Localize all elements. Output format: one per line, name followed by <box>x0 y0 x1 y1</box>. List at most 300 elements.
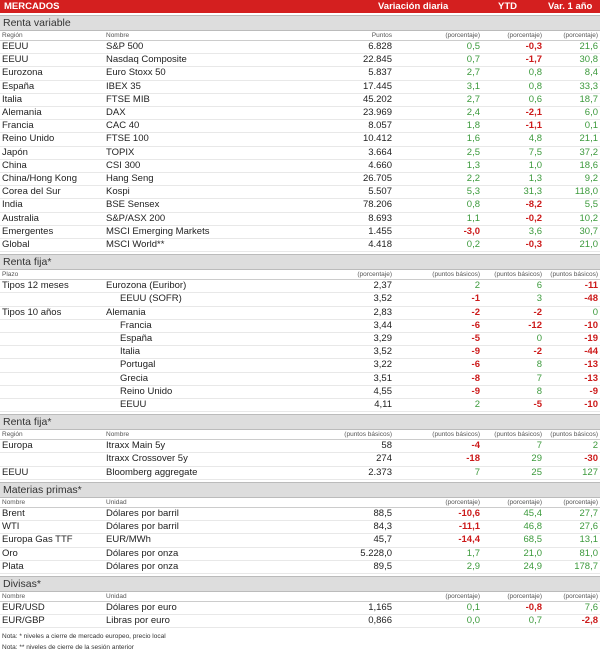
row-value: 5.837 <box>246 67 394 80</box>
table-row <box>0 133 600 146</box>
table-row <box>0 466 600 479</box>
row-label: Italia <box>0 93 104 106</box>
column-header <box>246 498 394 508</box>
row-name: MSCI World** <box>104 239 246 252</box>
row-value: -13 <box>544 372 600 385</box>
row-value: 23.969 <box>246 107 394 120</box>
row-value: 9,2 <box>544 173 600 186</box>
table-row <box>0 333 600 346</box>
row-value: 21,0 <box>482 547 544 560</box>
row-value: 0 <box>482 333 544 346</box>
column-header-row <box>0 430 600 440</box>
row-label: China <box>0 159 104 172</box>
column-header: Nombre <box>0 592 104 602</box>
row-value: 0,1 <box>544 120 600 133</box>
row-value: 2,4 <box>394 107 482 120</box>
row-label: Brent <box>0 507 104 520</box>
row-name: IBEX 35 <box>104 80 246 93</box>
section-title: Renta variable <box>0 15 600 31</box>
row-value: 0,0 <box>394 615 482 628</box>
row-value: 45.202 <box>246 93 394 106</box>
table-row <box>0 93 600 106</box>
row-label: Emergentes <box>0 225 104 238</box>
column-header: (puntos básicos) <box>246 430 394 440</box>
row-value: 0,6 <box>482 93 544 106</box>
row-value: 2,37 <box>246 280 394 293</box>
row-value: 3,51 <box>246 372 394 385</box>
row-label: Global <box>0 239 104 252</box>
row-value: -2 <box>482 346 544 359</box>
row-value: 2,2 <box>394 173 482 186</box>
row-value: 4,8 <box>482 133 544 146</box>
section-title: Renta fija* <box>0 254 600 270</box>
column-header: (puntos básicos) <box>482 270 544 280</box>
section-table <box>0 498 600 574</box>
row-value: 4.418 <box>246 239 394 252</box>
row-value: 0,866 <box>246 615 394 628</box>
row-value: -4 <box>394 440 482 453</box>
row-value: 88,5 <box>246 507 394 520</box>
row-label: Plata <box>0 560 104 573</box>
row-value: -5 <box>394 333 482 346</box>
row-value: -9 <box>394 346 482 359</box>
row-label <box>0 293 104 306</box>
header-daily: Variación diaria <box>378 1 449 12</box>
row-value: 127 <box>544 466 600 479</box>
table-row <box>0 159 600 172</box>
row-name: EEUU (SOFR) <box>104 293 246 306</box>
table-row <box>0 615 600 628</box>
row-value: 0,1 <box>394 601 482 614</box>
row-value: 0,7 <box>482 615 544 628</box>
row-name: Alemania <box>104 306 246 319</box>
table-row <box>0 453 600 466</box>
row-value: 6.828 <box>246 41 394 54</box>
row-value: 21,6 <box>544 41 600 54</box>
row-value: -18 <box>394 453 482 466</box>
column-header-row <box>0 498 600 508</box>
row-value: 1,8 <box>394 120 482 133</box>
row-value: -10,6 <box>394 507 482 520</box>
row-value: 24,9 <box>482 560 544 573</box>
row-name: Italia <box>104 346 246 359</box>
table-row <box>0 306 600 319</box>
column-header: (porcentaje) <box>482 31 544 41</box>
row-value: 26.705 <box>246 173 394 186</box>
column-header <box>246 592 394 602</box>
row-value: 27,6 <box>544 521 600 534</box>
row-value: 31,3 <box>482 186 544 199</box>
row-name: Eurozona (Euribor) <box>104 280 246 293</box>
row-label: EEUU <box>0 466 104 479</box>
notes <box>0 631 600 653</box>
row-value: 3 <box>482 293 544 306</box>
row-value: -11 <box>544 280 600 293</box>
row-value: 3,6 <box>482 225 544 238</box>
row-value: 0 <box>544 306 600 319</box>
sections-container <box>0 15 600 628</box>
row-value: -0,2 <box>482 212 544 225</box>
row-label: Francia <box>0 120 104 133</box>
row-value: 1,6 <box>394 133 482 146</box>
row-value: 13,1 <box>544 534 600 547</box>
row-name: Itraxx Main 5y <box>104 440 246 453</box>
column-header: Región <box>0 430 104 440</box>
row-value: 2,7 <box>394 93 482 106</box>
row-value: -9 <box>394 385 482 398</box>
row-name: Reino Unido <box>104 385 246 398</box>
row-value: 25 <box>482 466 544 479</box>
column-header: Región <box>0 31 104 41</box>
row-value: 2,83 <box>246 306 394 319</box>
row-value: 4.660 <box>246 159 394 172</box>
row-value: 8,4 <box>544 67 600 80</box>
row-value: 5.228,0 <box>246 547 394 560</box>
row-value: 33,3 <box>544 80 600 93</box>
row-value: 10.412 <box>246 133 394 146</box>
column-header-row <box>0 270 600 280</box>
row-label: Alemania <box>0 107 104 120</box>
table-row <box>0 547 600 560</box>
row-label: Europa <box>0 440 104 453</box>
row-value: 21,0 <box>544 239 600 252</box>
row-value: 21,1 <box>544 133 600 146</box>
row-label: Oro <box>0 547 104 560</box>
column-header: (porcentaje) <box>482 498 544 508</box>
row-name: FTSE MIB <box>104 93 246 106</box>
row-value: -2,1 <box>482 107 544 120</box>
row-value: 2,9 <box>394 560 482 573</box>
row-value: 18,6 <box>544 159 600 172</box>
row-value: 0,8 <box>482 67 544 80</box>
row-value: -1 <box>394 293 482 306</box>
row-name: Dólares por barril <box>104 507 246 520</box>
row-value: 17.445 <box>246 80 394 93</box>
row-name: Euro Stoxx 50 <box>104 67 246 80</box>
row-value: 0,7 <box>394 54 482 67</box>
header-year: Var. 1 año <box>548 1 593 12</box>
row-value: -6 <box>394 319 482 332</box>
row-label: Reino Unido <box>0 133 104 146</box>
row-value: 0,8 <box>394 199 482 212</box>
row-value: 7,5 <box>482 146 544 159</box>
table-row <box>0 225 600 238</box>
table-row <box>0 212 600 225</box>
row-value: 68,5 <box>482 534 544 547</box>
row-value: -10 <box>544 319 600 332</box>
row-value: 3.664 <box>246 146 394 159</box>
row-value: -44 <box>544 346 600 359</box>
table-row <box>0 399 600 412</box>
column-header-row <box>0 592 600 602</box>
row-value: 5,5 <box>544 199 600 212</box>
row-name: TOPIX <box>104 146 246 159</box>
row-value: -48 <box>544 293 600 306</box>
row-label: EEUU <box>0 41 104 54</box>
row-value: -1,7 <box>482 54 544 67</box>
table-row <box>0 359 600 372</box>
column-header: Unidad <box>104 498 246 508</box>
row-value: 7 <box>394 466 482 479</box>
note-1: Nota: * niveles a cierre de mercado europeo, precio local <box>2 633 166 641</box>
row-value: 30,7 <box>544 225 600 238</box>
row-label <box>0 346 104 359</box>
table-row <box>0 186 600 199</box>
row-value: -0,8 <box>482 601 544 614</box>
column-header: (porcentaje) <box>394 31 482 41</box>
table-row <box>0 80 600 93</box>
row-label: EEUU <box>0 54 104 67</box>
column-header-row <box>0 31 600 41</box>
row-value: 4,55 <box>246 385 394 398</box>
row-label: Tipos 10 años <box>0 306 104 319</box>
row-value: 0,2 <box>394 239 482 252</box>
row-name: CAC 40 <box>104 120 246 133</box>
row-value: -10 <box>544 399 600 412</box>
row-value: 2,5 <box>394 146 482 159</box>
row-label: China/Hong Kong <box>0 173 104 186</box>
row-label <box>0 453 104 466</box>
table-row <box>0 199 600 212</box>
column-header: (porcentaje) <box>544 498 600 508</box>
row-value: 178,7 <box>544 560 600 573</box>
row-value: 6 <box>482 280 544 293</box>
row-name: EEUU <box>104 399 246 412</box>
row-value: 1,165 <box>246 601 394 614</box>
row-name: DAX <box>104 107 246 120</box>
row-name: Dólares por barril <box>104 521 246 534</box>
column-header: (puntos básicos) <box>544 430 600 440</box>
row-label: Japón <box>0 146 104 159</box>
row-value: 0,5 <box>394 41 482 54</box>
row-value: 1,0 <box>482 159 544 172</box>
row-label <box>0 319 104 332</box>
row-value: 3,29 <box>246 333 394 346</box>
row-label <box>0 359 104 372</box>
row-value: 3,52 <box>246 293 394 306</box>
column-header: (puntos básicos) <box>544 270 600 280</box>
row-value: 30,8 <box>544 54 600 67</box>
table-row <box>0 54 600 67</box>
section-table <box>0 270 600 412</box>
table-row <box>0 507 600 520</box>
row-name: Grecia <box>104 372 246 385</box>
row-label <box>0 372 104 385</box>
row-value: 3,22 <box>246 359 394 372</box>
row-label: Corea del Sur <box>0 186 104 199</box>
row-value: 1,3 <box>482 173 544 186</box>
row-value: -2 <box>394 306 482 319</box>
table-row <box>0 293 600 306</box>
row-value: -19 <box>544 333 600 346</box>
row-value: -0,3 <box>482 41 544 54</box>
section-table <box>0 430 600 480</box>
row-value: 27,7 <box>544 507 600 520</box>
row-value: 18,7 <box>544 93 600 106</box>
row-value: 118,0 <box>544 186 600 199</box>
column-header: (puntos básicos) <box>394 430 482 440</box>
row-label: Australia <box>0 212 104 225</box>
row-label: Europa Gas TTF <box>0 534 104 547</box>
table-row <box>0 41 600 54</box>
note-2: Nota: ** niveles de cierre de la sesión anterior <box>2 644 134 652</box>
row-value: 84,3 <box>246 521 394 534</box>
table-row <box>0 239 600 252</box>
row-value: 22.845 <box>246 54 394 67</box>
row-label: Eurozona <box>0 67 104 80</box>
row-name: Libras por euro <box>104 615 246 628</box>
table-row <box>0 385 600 398</box>
row-value: -14,4 <box>394 534 482 547</box>
column-header: (porcentaje) <box>544 592 600 602</box>
column-header: (puntos básicos) <box>482 430 544 440</box>
table-row <box>0 440 600 453</box>
row-name: Bloomberg aggregate <box>104 466 246 479</box>
row-name: España <box>104 333 246 346</box>
row-value: 2 <box>394 280 482 293</box>
section-title: Materias primas* <box>0 482 600 498</box>
column-header: Unidad <box>104 592 246 602</box>
row-value: 46,8 <box>482 521 544 534</box>
row-value: 5.507 <box>246 186 394 199</box>
row-name: Dólares por euro <box>104 601 246 614</box>
row-name: CSI 300 <box>104 159 246 172</box>
row-value: 1,3 <box>394 159 482 172</box>
column-header: Nombre <box>0 498 104 508</box>
row-label: EUR/GBP <box>0 615 104 628</box>
row-value: 0,8 <box>482 80 544 93</box>
row-name: FTSE 100 <box>104 133 246 146</box>
section-table <box>0 592 600 628</box>
row-value: -8,2 <box>482 199 544 212</box>
row-value: -2,8 <box>544 615 600 628</box>
table-row <box>0 107 600 120</box>
row-value: 4,11 <box>246 399 394 412</box>
column-header: (porcentaje) <box>482 592 544 602</box>
row-value: 3,44 <box>246 319 394 332</box>
row-value: -13 <box>544 359 600 372</box>
row-name: Hang Seng <box>104 173 246 186</box>
row-value: -11,1 <box>394 521 482 534</box>
row-value: 8 <box>482 385 544 398</box>
row-value: 274 <box>246 453 394 466</box>
row-value: 1,7 <box>394 547 482 560</box>
row-value: 81,0 <box>544 547 600 560</box>
row-value: -1,1 <box>482 120 544 133</box>
row-name: S&P 500 <box>104 41 246 54</box>
row-label: EUR/USD <box>0 601 104 614</box>
table-row <box>0 346 600 359</box>
row-value: -12 <box>482 319 544 332</box>
header-title: MERCADOS <box>4 1 60 12</box>
row-value: -6 <box>394 359 482 372</box>
row-value: -8 <box>394 372 482 385</box>
row-value: 58 <box>246 440 394 453</box>
table-row <box>0 534 600 547</box>
row-name: Nasdaq Composite <box>104 54 246 67</box>
row-label <box>0 399 104 412</box>
table-row <box>0 372 600 385</box>
row-value: 3,52 <box>246 346 394 359</box>
row-value: 7,6 <box>544 601 600 614</box>
column-header: (puntos básicos) <box>394 270 482 280</box>
row-name: Dólares por onza <box>104 547 246 560</box>
column-header: Plazo <box>0 270 104 280</box>
table-row <box>0 120 600 133</box>
column-header: Puntos <box>246 31 394 41</box>
row-name: Kospi <box>104 186 246 199</box>
row-value: 29 <box>482 453 544 466</box>
row-name: EUR/MWh <box>104 534 246 547</box>
column-header: (porcentaje) <box>394 592 482 602</box>
row-label: Tipos 12 meses <box>0 280 104 293</box>
column-header: Nombre <box>104 31 246 41</box>
table-row <box>0 173 600 186</box>
row-name: MSCI Emerging Markets <box>104 225 246 238</box>
table-row <box>0 319 600 332</box>
row-name: Itraxx Crossover 5y <box>104 453 246 466</box>
row-value: 45,7 <box>246 534 394 547</box>
row-value: 45,4 <box>482 507 544 520</box>
column-header <box>104 270 246 280</box>
column-header: (porcentaje) <box>394 498 482 508</box>
column-header: (porcentaje) <box>246 270 394 280</box>
row-name: Dólares por onza <box>104 560 246 573</box>
row-value: 8 <box>482 359 544 372</box>
row-value: 78.206 <box>246 199 394 212</box>
row-value: 10,2 <box>544 212 600 225</box>
section-table <box>0 31 600 252</box>
row-label: WTI <box>0 521 104 534</box>
row-value: 2 <box>394 399 482 412</box>
column-header: Nombre <box>104 430 246 440</box>
row-value: 2.373 <box>246 466 394 479</box>
row-value: -0,3 <box>482 239 544 252</box>
section-title: Renta fija* <box>0 414 600 430</box>
row-value: -30 <box>544 453 600 466</box>
row-label: España <box>0 80 104 93</box>
row-label <box>0 385 104 398</box>
row-name: BSE Sensex <box>104 199 246 212</box>
row-value: 37,2 <box>544 146 600 159</box>
row-label <box>0 333 104 346</box>
row-value: -5 <box>482 399 544 412</box>
row-value: -2 <box>482 306 544 319</box>
row-value: 2,7 <box>394 67 482 80</box>
header-bar <box>0 0 600 13</box>
row-name: Francia <box>104 319 246 332</box>
row-value: 1.455 <box>246 225 394 238</box>
column-header: (porcentaje) <box>544 31 600 41</box>
table-row <box>0 146 600 159</box>
row-value: 89,5 <box>246 560 394 573</box>
table-row <box>0 67 600 80</box>
row-value: 8.057 <box>246 120 394 133</box>
row-value: -3,0 <box>394 225 482 238</box>
section-title: Divisas* <box>0 576 600 592</box>
table-row <box>0 521 600 534</box>
table-row <box>0 601 600 614</box>
row-value: 2 <box>544 440 600 453</box>
row-name: S&P/ASX 200 <box>104 212 246 225</box>
row-value: 6,0 <box>544 107 600 120</box>
header-ytd: YTD <box>498 1 517 12</box>
row-value: 3,1 <box>394 80 482 93</box>
row-value: 7 <box>482 440 544 453</box>
row-label: India <box>0 199 104 212</box>
row-value: 5,3 <box>394 186 482 199</box>
row-value: -9 <box>544 385 600 398</box>
